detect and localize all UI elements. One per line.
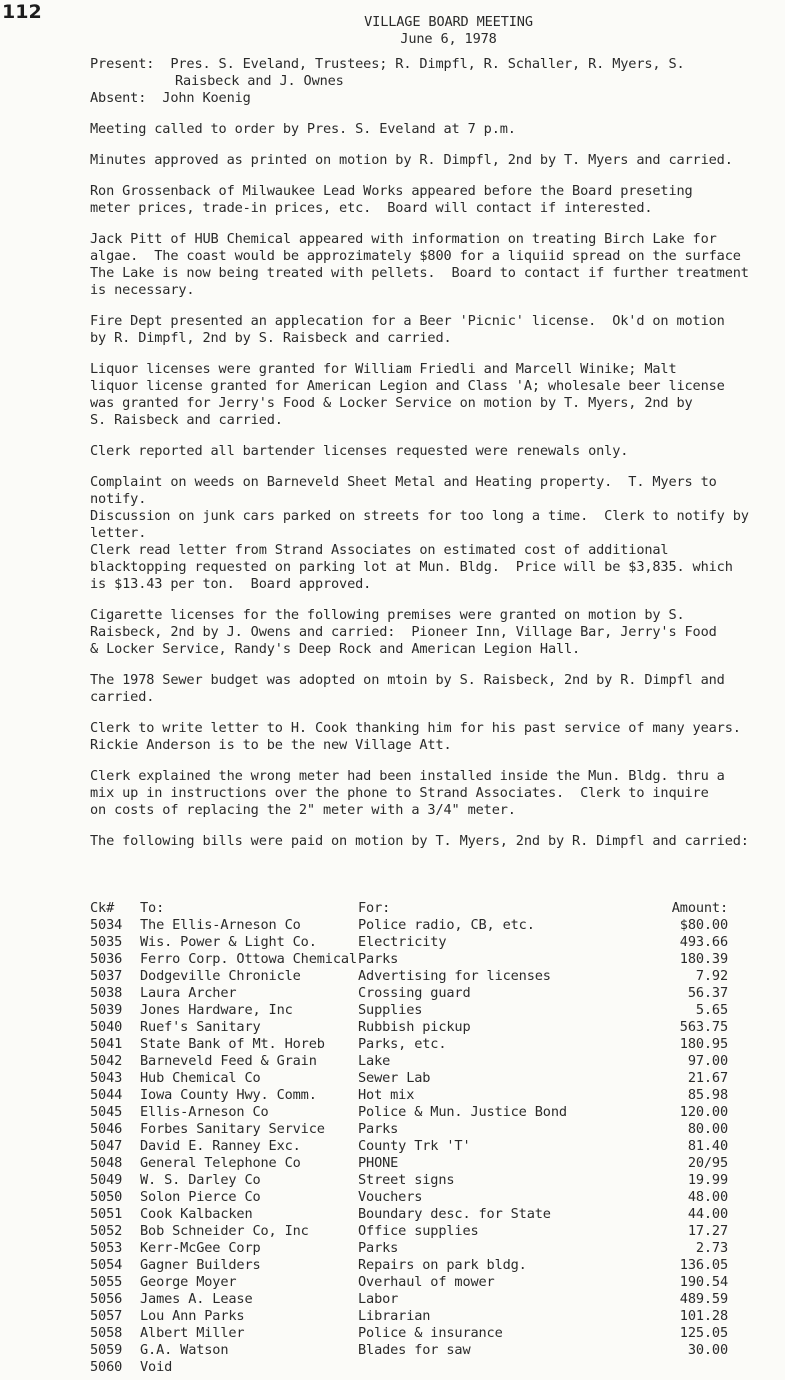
table-row (90, 1240, 782, 1257)
bills-header-row (90, 900, 782, 917)
check-number: 5055 (90, 1274, 123, 1290)
purpose: Repairs on park bldg. (358, 1257, 527, 1273)
amount: $80.00 (679, 917, 728, 933)
table-row (90, 1189, 782, 1206)
table-row (90, 1342, 782, 1359)
payee: James A. Lease (140, 1291, 253, 1307)
purpose: Police & Mun. Justice Bond (358, 1104, 567, 1120)
purpose: Supplies (358, 1002, 423, 1018)
payee: Albert Miller (140, 1325, 245, 1341)
amount: 180.95 (679, 1036, 728, 1052)
purpose: Parks (358, 1240, 399, 1256)
table-row (90, 1291, 782, 1308)
amount: 56.37 (687, 985, 728, 1001)
amount: 136.05 (679, 1257, 728, 1273)
purpose: Blades for saw (358, 1342, 471, 1358)
purpose: Rubbish pickup (358, 1019, 471, 1035)
amount: 85.98 (687, 1087, 728, 1103)
table-row (90, 968, 782, 985)
check-number: 5042 (90, 1053, 123, 1069)
payee: W. S. Darley Co (140, 1172, 261, 1188)
table-row (90, 1257, 782, 1274)
paragraph-meter: Clerk explained the wrong meter had been installed inside the Mun. Bldg. thru a mix up in instructions over the phone to Strand Associates. Clerk to inquire on costs of replacing the 2" meter with a 3/4" meter. (90, 768, 725, 818)
paragraph-minutes: Minutes approved as printed on motion by R. Dimpfl, 2nd by T. Myers and carried. (90, 152, 733, 168)
purpose: Parks (358, 1121, 399, 1137)
meeting-minutes (90, 14, 782, 864)
table-row (90, 917, 782, 934)
payee: Solon Pierce Co (140, 1189, 261, 1205)
bills-rows (90, 917, 782, 1376)
amount: 125.05 (679, 1325, 728, 1341)
payee: Jones Hardware, Inc (140, 1002, 293, 1018)
header-check-number: Ck# (90, 900, 115, 916)
purpose: PHONE (358, 1155, 399, 1171)
payee: General Telephone Co (140, 1155, 301, 1171)
payee: Lou Ann Parks (140, 1308, 245, 1324)
header-payee: To: (140, 900, 165, 916)
check-number: 5048 (90, 1155, 123, 1171)
check-number: 5045 (90, 1104, 123, 1120)
purpose: Overhaul of mower (358, 1274, 495, 1290)
amount: 81.40 (687, 1138, 728, 1154)
paragraph-fire-dept: Fire Dept presented an applecation for a Beer 'Picnic' license. Ok'd on motion by R. Dimpfl, 2nd by S. Raisbeck and carried. (90, 313, 725, 346)
paragraph-complaints-blacktopping: Complaint on weeds on Barneveld Sheet Metal and Heating property. T. Myers to notify. Discussion on junk cars parked on streets for too long a time. Clerk to notify by letter. Clerk read letter from Strand Associates on estimated cost of additional blacktopping requested on parking lot at Mun. Bldg. Price will be $3,835. which is $13.43 per ton. Board approved. (90, 474, 749, 592)
payee: Forbes Sanitary Service (140, 1121, 325, 1137)
bills-table (90, 900, 782, 1376)
amount: 101.28 (679, 1308, 728, 1324)
paragraph-hub-chemical: Jack Pitt of HUB Chemical appeared with information on treating Birch Lake for algae. The coast would be approzimately $800 for a liquiid spread on the surface The Lake is now being treated with pellets. Board to contact if further treatment is necessary. (90, 231, 749, 298)
payee: State Bank of Mt. Horeb (140, 1036, 325, 1052)
payee: Cook Kalbacken (140, 1206, 253, 1222)
page-number: 112 (2, 1, 42, 23)
present-line-continued: Raisbeck and J. Ownes (175, 73, 344, 89)
payee: David E. Ranney Exc. (140, 1138, 301, 1154)
amount: 48.00 (687, 1189, 728, 1205)
table-row (90, 1121, 782, 1138)
purpose: Lake (358, 1053, 391, 1069)
amount: 80.00 (687, 1121, 728, 1137)
payee: Dodgeville Chronicle (140, 968, 301, 984)
payee: Ruef's Sanitary (140, 1019, 261, 1035)
paragraph-bartender-licenses: Clerk reported all bartender licenses requested were renewals only. (90, 443, 629, 459)
amount: 19.99 (687, 1172, 728, 1188)
amount: 5.65 (695, 1002, 728, 1018)
paragraph-bills-motion: The following bills were paid on motion by T. Myers, 2nd by R. Dimpfl and carried: (90, 833, 749, 849)
purpose: Labor (358, 1291, 399, 1307)
check-number: 5059 (90, 1342, 123, 1358)
table-row (90, 1274, 782, 1291)
table-row (90, 1036, 782, 1053)
amount: 2.73 (695, 1240, 728, 1256)
absent-line: Absent: John Koenig (90, 90, 251, 106)
check-number: 5047 (90, 1138, 123, 1154)
payee: Ellis-Arneson Co (140, 1104, 269, 1120)
amount (648, 1359, 728, 1376)
purpose: Sewer Lab (358, 1070, 431, 1086)
payee: Hub Chemical Co (140, 1070, 261, 1086)
paragraph-village-attorney: Clerk to write letter to H. Cook thanking him for his past service of many years. Rickie Anderson is to be the new Village Att. (90, 720, 741, 753)
attendance-block (90, 56, 782, 107)
table-row (90, 951, 782, 968)
check-number: 5036 (90, 951, 123, 967)
table-row (90, 934, 782, 951)
purpose: Advertising for licenses (358, 968, 551, 984)
purpose: Librarian (358, 1308, 431, 1324)
check-number: 5039 (90, 1002, 123, 1018)
purpose: Parks (358, 951, 399, 967)
table-row (90, 1138, 782, 1155)
table-row (90, 1070, 782, 1087)
document-title: VILLAGE BOARD MEETING (364, 14, 533, 30)
check-number: 5060 (90, 1359, 123, 1375)
table-row (90, 1206, 782, 1223)
table-row (90, 1019, 782, 1036)
amount: 190.54 (679, 1274, 728, 1290)
amount: 17.27 (687, 1223, 728, 1239)
purpose: Police & insurance (358, 1325, 503, 1341)
amount: 21.67 (687, 1070, 728, 1086)
table-row (90, 1053, 782, 1070)
header-amount: Amount: (671, 900, 728, 916)
payee: Ferro Corp. Ottowa Chemical (140, 951, 357, 967)
paragraph-liquor-licenses: Liquor licenses were granted for William Friedli and Marcell Winike; Malt liquor license granted for American Legion and Class 'A; wholesale beer license was granted for Jerry's Food & Locker Service on motion by T. Myers, 2nd by S. Raisbeck and carried. (90, 361, 725, 428)
amount: 7.92 (695, 968, 728, 984)
check-number: 5054 (90, 1257, 123, 1273)
purpose: Office supplies (358, 1223, 479, 1239)
check-number: 5051 (90, 1206, 123, 1222)
check-number: 5037 (90, 968, 123, 984)
check-number: 5049 (90, 1172, 123, 1188)
check-number: 5041 (90, 1036, 123, 1052)
payee: Kerr-McGee Corp (140, 1240, 261, 1256)
purpose: Electricity (358, 934, 447, 950)
table-row (90, 985, 782, 1002)
payee: Void (140, 1359, 173, 1375)
purpose: Vouchers (358, 1189, 423, 1205)
check-number: 5035 (90, 934, 123, 950)
amount: 44.00 (687, 1206, 728, 1222)
table-row (90, 1155, 782, 1172)
table-row (90, 1308, 782, 1325)
purpose: County Trk 'T' (358, 1138, 471, 1154)
check-number: 5058 (90, 1325, 123, 1341)
amount: 563.75 (679, 1019, 728, 1035)
check-number: 5056 (90, 1291, 123, 1307)
check-number: 5052 (90, 1223, 123, 1239)
payee: Bob Schneider Co, Inc (140, 1223, 309, 1239)
check-number: 5044 (90, 1087, 123, 1103)
payee: Laura Archer (140, 985, 237, 1001)
amount: 20/95 (687, 1155, 728, 1171)
purpose: Police radio, CB, etc. (358, 917, 535, 933)
amount: 97.00 (687, 1053, 728, 1069)
payee: Gagner Builders (140, 1257, 261, 1273)
check-number: 5053 (90, 1240, 123, 1256)
purpose: Boundary desc. for State (358, 1206, 551, 1222)
amount: 120.00 (679, 1104, 728, 1120)
payee: Iowa County Hwy. Comm. (140, 1087, 317, 1103)
meeting-date: June 6, 1978 (400, 31, 497, 47)
table-row (90, 1087, 782, 1104)
table-row (90, 1359, 782, 1376)
purpose: Street signs (358, 1172, 455, 1188)
paragraph-lead-works: Ron Grossenback of Milwaukee Lead Works appeared before the Board preseting meter prices, trade-in prices, etc. Board will contact if interested. (90, 183, 693, 216)
check-number: 5050 (90, 1189, 123, 1205)
payee: Wis. Power & Light Co. (140, 934, 317, 950)
check-number: 5043 (90, 1070, 123, 1086)
purpose: Hot mix (358, 1087, 415, 1103)
purpose: Parks, etc. (358, 1036, 447, 1052)
paragraph-cigarette-licenses: Cigarette licenses for the following premises were granted on motion by S. Raisbeck, 2nd by J. Owens and carried: Pioneer Inn, Village Bar, Jerry's Food & Locker Service, Randy's Deep Rock and American Legion Hall. (90, 607, 717, 657)
table-row (90, 1104, 782, 1121)
payee: Barneveld Feed & Grain (140, 1053, 317, 1069)
payee: George Moyer (140, 1274, 237, 1290)
amount: 180.39 (679, 951, 728, 967)
payee: The Ellis-Arneson Co (140, 917, 301, 933)
amount: 30.00 (687, 1342, 728, 1358)
paragraph-sewer-budget: The 1978 Sewer budget was adopted on mtoin by S. Raisbeck, 2nd by R. Dimpfl and carried. (90, 672, 725, 705)
table-row (90, 1172, 782, 1189)
table-row (90, 1325, 782, 1342)
header-purpose: For: (358, 900, 391, 916)
check-number: 5038 (90, 985, 123, 1001)
amount: 493.66 (679, 934, 728, 950)
purpose (358, 1359, 648, 1376)
table-row (90, 1002, 782, 1019)
amount: 489.59 (679, 1291, 728, 1307)
purpose: Crossing guard (358, 985, 471, 1001)
table-row (90, 1223, 782, 1240)
check-number: 5057 (90, 1308, 123, 1324)
paragraph-call-to-order: Meeting called to order by Pres. S. Eveland at 7 p.m. (90, 121, 516, 137)
payee: G.A. Watson (140, 1342, 229, 1358)
present-line: Present: Pres. S. Eveland, Trustees; R. Dimpfl, R. Schaller, R. Myers, S. (90, 56, 685, 72)
check-number: 5034 (90, 917, 123, 933)
check-number: 5046 (90, 1121, 123, 1137)
check-number: 5040 (90, 1019, 123, 1035)
